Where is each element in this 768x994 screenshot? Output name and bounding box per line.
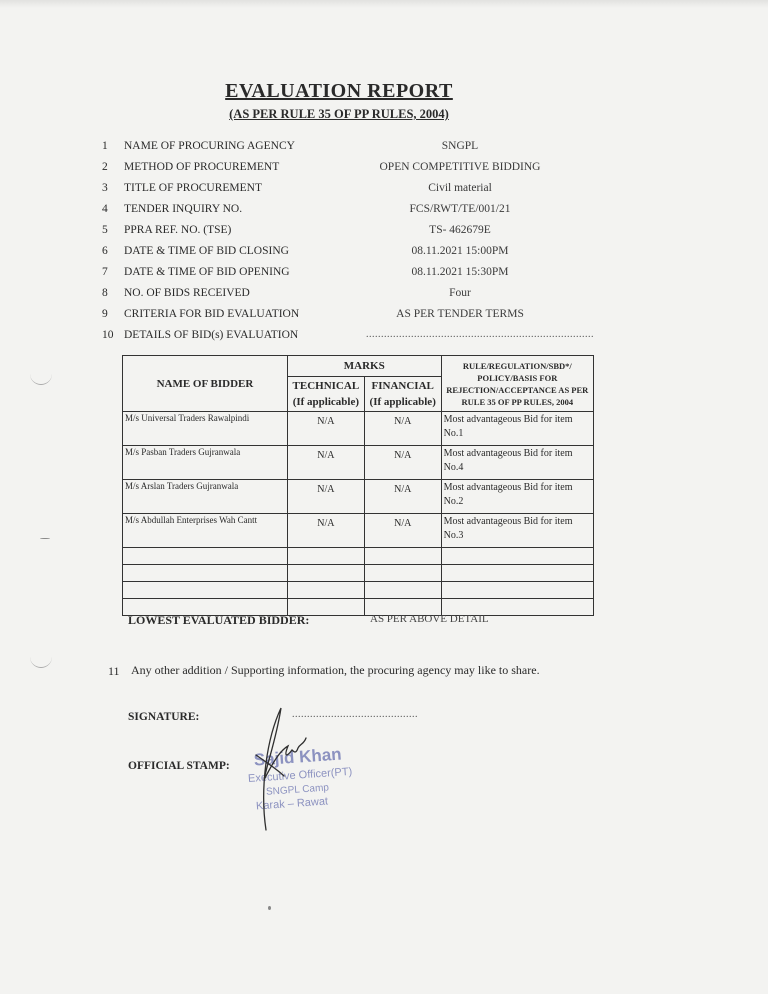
table-row — [123, 446, 594, 480]
bidder-name: M/s Arslan Traders Gujranwala — [123, 480, 288, 514]
bidder-name: M/s Abdullah Enterprises Wah Cantt — [123, 514, 288, 548]
table-row — [123, 514, 594, 548]
field-number: 1 — [102, 140, 108, 152]
punch-hole-mark — [30, 655, 52, 668]
scan-top-edge — [0, 0, 768, 8]
technical-marks: N/A — [287, 412, 364, 446]
field-number: 6 — [102, 245, 108, 257]
table-row — [123, 480, 594, 514]
acceptance-basis: Most advantageous Bid for item No.4 — [441, 446, 593, 480]
field-label: TENDER INQUIRY NO. — [124, 203, 243, 215]
field-label: PPRA REF. NO. (TSE) — [124, 224, 232, 236]
field-number: 10 — [102, 329, 114, 341]
official-stamp-label: OFFICIAL STAMP: — [128, 760, 230, 772]
lowest-bidder-value: AS PER ABOVE DETAIL — [370, 613, 489, 625]
signature-label: SIGNATURE: — [128, 711, 200, 723]
financial-marks: N/A — [364, 412, 441, 446]
empty-table-row — [123, 582, 594, 599]
note-number: 11 — [108, 664, 120, 678]
col-header-name: NAME OF BIDDER — [123, 356, 288, 412]
note-text: Any other addition / Supporting information, the procuring agency may like to share. — [131, 663, 540, 677]
field-value: 08.11.2021 15:30PM — [411, 266, 509, 278]
field-value: OPEN COMPETITIVE BIDDING — [379, 161, 541, 173]
financial-marks: N/A — [364, 446, 441, 480]
acceptance-basis: Most advantageous Bid for item No.2 — [441, 480, 593, 514]
field-value: FCS/RWT/TE/001/21 — [409, 203, 511, 215]
field-number: 9 — [102, 308, 108, 320]
field-label: DETAILS OF BID(s) EVALUATION — [124, 329, 299, 341]
acceptance-basis: Most advantageous Bid for item No.3 — [441, 514, 593, 548]
stamp-line: Sajid Khan — [253, 744, 343, 770]
bidder-name: M/s Pasban Traders Gujranwala — [123, 446, 288, 480]
field-label: DATE & TIME OF BID CLOSING — [124, 245, 289, 257]
signature-line: .......................................... — [292, 709, 418, 720]
punch-hole-mark — [30, 372, 52, 385]
col-header-rule-note: RULE 35 OF PP RULES, 2004 — [461, 396, 574, 407]
field-label: DATE & TIME OF BID OPENING — [124, 266, 290, 278]
page-title: EVALUATION REPORT — [225, 80, 453, 102]
acceptance-basis: Most advantageous Bid for item No.1 — [441, 412, 593, 446]
field-number: 7 — [102, 266, 108, 278]
scan-speck — [40, 538, 50, 539]
stamp-line: Karak – Rawat — [255, 795, 329, 813]
field-value: TS- 462679E — [429, 224, 491, 236]
field-value: SNGPL — [441, 140, 479, 152]
field-label: NO. OF BIDS RECEIVED — [124, 287, 250, 299]
col-header-technical-text: TECHNICAL — [292, 380, 360, 392]
col-header-marks: MARKS — [287, 356, 441, 377]
official-stamp-signature — [226, 700, 396, 840]
technical-marks: N/A — [287, 514, 364, 548]
field-label: METHOD OF PROCUREMENT — [124, 161, 280, 173]
col-header-financial — [364, 377, 441, 412]
col-header-rule-text: RULE/REGULATION/SBD*/ POLICY/BASIS FOR REJECTION/ACCEPTANCE AS PER — [446, 360, 589, 395]
technical-marks: N/A — [287, 480, 364, 514]
table-row — [123, 412, 594, 446]
field-value: Four — [449, 287, 471, 299]
empty-table-row — [123, 548, 594, 565]
field-value: Civil material — [428, 182, 492, 194]
field-value: 08.11.2021 15:00PM — [411, 245, 509, 257]
field-label: TITLE OF PROCUREMENT — [124, 182, 262, 194]
field-label: NAME OF PROCURING AGENCY — [124, 140, 295, 152]
field-number: 3 — [102, 182, 108, 194]
technical-marks: N/A — [287, 446, 364, 480]
bids-table — [122, 355, 594, 616]
field-value-dotted-line: ............................................................................ — [366, 329, 594, 340]
field-value: AS PER TENDER TERMS — [396, 308, 524, 320]
stamp-line: Executive Officer(PT) — [247, 765, 353, 786]
field-number: 8 — [102, 287, 108, 299]
col-header-technical — [287, 377, 364, 412]
field-number: 5 — [102, 224, 108, 236]
financial-marks: N/A — [364, 480, 441, 514]
lowest-bidder-label: LOWEST EVALUATED BIDDER: — [128, 613, 310, 627]
financial-marks: N/A — [364, 514, 441, 548]
bidder-name: M/s Universal Traders Rawalpindi — [123, 412, 288, 446]
field-label: CRITERIA FOR BID EVALUATION — [124, 308, 300, 320]
scan-speck — [268, 906, 271, 910]
empty-table-row — [123, 565, 594, 582]
page-subtitle: (AS PER RULE 35 OF PP RULES, 2004) — [229, 107, 449, 121]
col-header-financial-text: FINANCIAL — [371, 380, 434, 392]
col-header-financial-note: (If applicable) — [369, 396, 436, 408]
field-number: 4 — [102, 203, 108, 215]
col-header-technical-note: (If applicable) — [292, 396, 359, 408]
stamp-line: SNGPL Camp — [265, 782, 330, 798]
field-number: 2 — [102, 161, 108, 173]
col-header-rule — [441, 356, 593, 412]
